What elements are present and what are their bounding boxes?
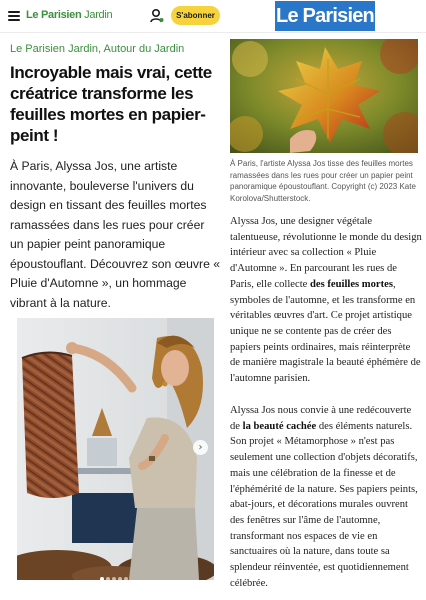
paragraph-text: Alyssa Jos nous convie à une redécouverte de <box>230 405 412 432</box>
paragraph-text: Alyssa Jos, une designer végétale talentueuse, révolutionne le monde du design intérieur avec sa collection « Pluie d'Automne ». En parcourant les rues de Paris, elle collecte <box>230 216 422 290</box>
highlight-link[interactable]: des feuilles mortes <box>310 278 393 290</box>
breadcrumb[interactable]: Le Parisien Jardin, Autour du Jardin <box>10 43 185 55</box>
image-caption: À Paris, l'artiste Alyssa Jos tisse des feuilles mortes ramassées dans les rues pour créer un papier peint panoramique époustouflant. Copyright (c) 2023 Kate Korolova/Shutterstock. <box>230 159 416 203</box>
brand-name: Le Parisien <box>26 9 82 21</box>
carousel-dot[interactable] <box>124 577 128 581</box>
hamburger-icon[interactable] <box>8 11 20 21</box>
article-lead: À Paris, Alyssa Jos, une artiste innovante, bouleverse l'univers du design en tissant des feuilles mortes ramassées dans les rues pour créer un papier peint panoramique époustouflant. Découvrez son œuvre « Pluie d'Automne », un hommage vibrant à la nature. <box>10 159 221 310</box>
leaf-photo[interactable] <box>230 39 418 153</box>
highlight-link[interactable]: la beauté cachée <box>242 420 317 432</box>
article-paragraph-2 <box>230 403 422 591</box>
brand-section: Jardin <box>84 9 113 21</box>
le-parisien-logo[interactable]: Le Parisien <box>275 1 375 31</box>
user-icon[interactable] <box>150 8 164 24</box>
article-title: Incroyable mais vrai, cette créatrice transforme les feuilles mortes en papier-peint ! <box>10 63 212 145</box>
chevron-right-icon[interactable]: › <box>193 440 208 455</box>
site-logo[interactable] <box>26 9 112 21</box>
paragraph-text: des éléments naturels. Son projet « Métamorphose » n'est pas seulement une collection d'objets décoratifs, mais une célébration de la finesse et de l'éphémérité de la nature. Ses papiers peints, abat-jours, et décorations murales ouvrent des fenêtres sur l'âme de l'automne, transformant nos espaces de vie en sanctuaires où la nature, dans toute sa splendeur réinventée, est quotidiennement célébrée. <box>230 420 418 589</box>
carousel-dots <box>100 568 130 574</box>
carousel-photo-artist[interactable] <box>17 318 214 580</box>
carousel-dot[interactable] <box>106 577 110 581</box>
autumn-leaf-image <box>230 39 418 153</box>
artist-photo <box>17 318 214 580</box>
carousel-dot[interactable] <box>118 577 122 581</box>
carousel-dot[interactable] <box>112 577 116 581</box>
subscribe-button[interactable]: S'abonner <box>171 6 220 25</box>
paragraph-text: , symboles de l'automne, et les transforme en véritables œuvres d'art. Ce projet artistique unique ne se contente pas de créer des papiers peints ordinaires, mais réinterprète de manière magistrale la beauté éphémère de l'automne parisien. <box>230 278 421 385</box>
article-paragraph-1 <box>230 214 422 387</box>
carousel-dot[interactable] <box>100 577 104 581</box>
site-header <box>0 0 426 33</box>
